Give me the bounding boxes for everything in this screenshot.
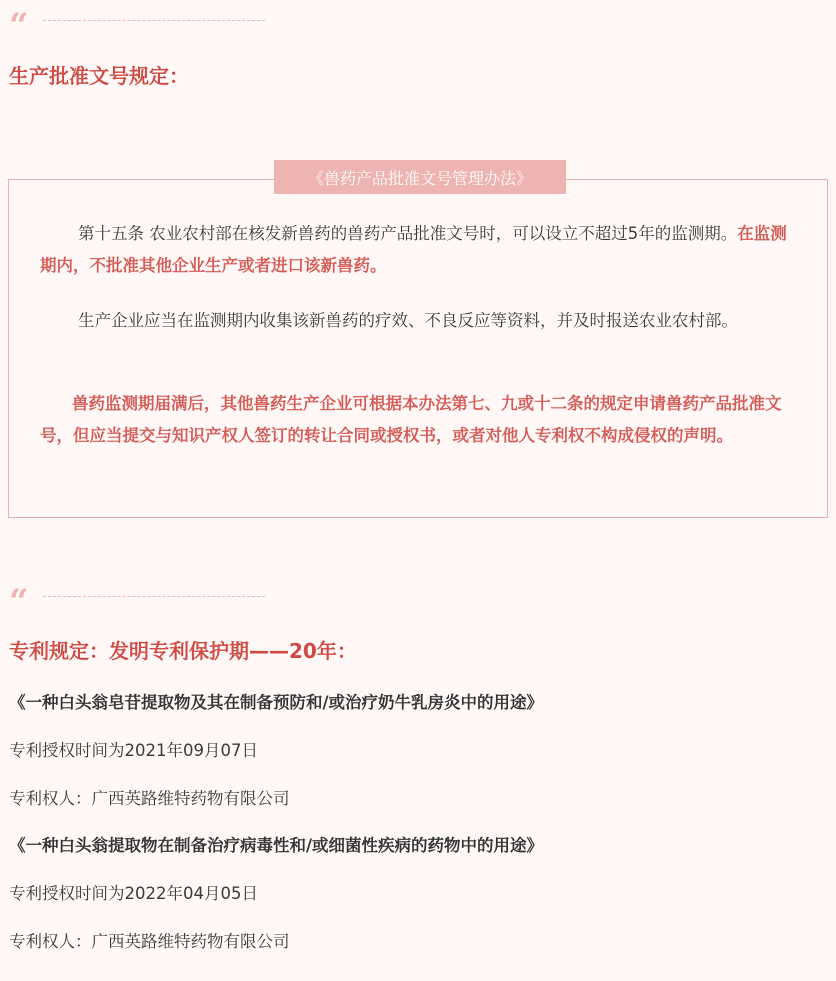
- patent-name: 《一种白头翁提取物在制备治疗病毒性和/或细菌性疾病的药物中的用途》: [9, 836, 544, 855]
- patent-grant-date: 专利授权时间为2021年09月07日: [9, 741, 258, 760]
- quote-divider-1: [9, 9, 265, 31]
- section-title-patent: 专利规定：发明专利保护期——20年：: [9, 639, 357, 663]
- dashed-divider: [43, 596, 265, 597]
- highlighted-text: 兽药监测期届满后，其他兽药生产企业可根据本办法第七、九或十二条的规定申请兽药产品批准文号，但应当提交与知识产权人签订的转让合同或授权书，或者对他人专利权不构成侵权的声明。: [40, 394, 782, 445]
- quote-divider-2: [9, 585, 265, 607]
- highlighted-text: 在监测期内，不批准其他企业生产或者进口该新兽药。: [40, 224, 787, 275]
- law-paragraph-2: [40, 305, 802, 337]
- law-paragraph-1: [40, 218, 802, 282]
- patent-holder: 专利权人：广西英路维特药物有限公司: [9, 932, 290, 951]
- patent-holder: 专利权人：广西英路维特药物有限公司: [9, 789, 290, 808]
- quote-mark-icon: “: [9, 9, 27, 31]
- paragraph-text: 第十五条 农业农村部在核发新兽药的兽药产品批准文号时，可以设立不超过5年的监测期。: [78, 224, 738, 243]
- dashed-divider: [43, 20, 265, 21]
- section-title-approval: 生产批准文号规定：: [9, 64, 189, 88]
- quote-mark-icon: “: [9, 585, 27, 607]
- patent-name: 《一种白头翁皂苷提取物及其在制备预防和/或治疗奶牛乳房炎中的用途》: [9, 693, 544, 712]
- paragraph-text: 生产企业应当在监测期内收集该新兽药的疗效、不良反应等资料，并及时报送农业农村部。: [78, 311, 738, 330]
- law-paragraph-3: [40, 388, 802, 452]
- law-title-tag: 《兽药产品批准文号管理办法》: [274, 160, 566, 194]
- patent-grant-date: 专利授权时间为2022年04月05日: [9, 884, 258, 903]
